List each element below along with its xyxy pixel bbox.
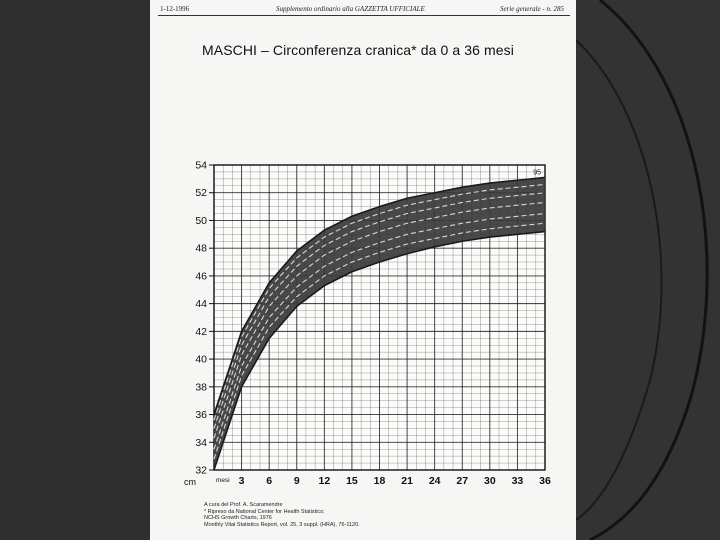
x-tick-label: 18	[373, 475, 386, 487]
y-tick-label: 42	[195, 325, 207, 338]
document-page	[150, 0, 576, 540]
y-tick-label: 50	[195, 214, 207, 227]
x-tick-label: 12	[318, 475, 331, 487]
y-tick-label: 34	[195, 436, 207, 449]
background-shade-left	[0, 0, 150, 540]
x-tick-label: 21	[401, 475, 413, 487]
y-tick-label: 36	[195, 409, 207, 422]
header-publication: Supplemento ordinario alla GAZZETTA UFFICIALE	[276, 5, 425, 13]
chart-title: MASCHI – Circonferenza cranica* da 0 a 36 mesi	[202, 42, 514, 58]
document-footer	[204, 502, 360, 528]
x-tick-label: 24	[428, 475, 441, 487]
background-shade-right	[576, 0, 720, 540]
x-tick-label: 9	[293, 475, 300, 487]
percentile-annotation: 95	[533, 169, 541, 177]
y-tick-label: 46	[195, 270, 207, 283]
footer-line: * Ripreso da National Center for Health Statistics:	[204, 508, 325, 515]
footer-line: A cura del Prof. A. Scaramendre	[204, 502, 283, 508]
footer-line: NCHS Growth Charts, 1976	[204, 515, 272, 522]
y-tick-label: 44	[195, 298, 207, 311]
x-tick-label: 30	[483, 475, 496, 487]
growth-chart	[150, 0, 576, 540]
x-tick-label: 36	[539, 475, 551, 487]
x-tick-label: 27	[456, 475, 469, 487]
header-date: 1-12-1996	[160, 5, 190, 13]
y-tick-label: 52	[195, 187, 207, 200]
y-tick-label: 32	[195, 464, 207, 477]
x-tick-label: 33	[511, 475, 524, 487]
y-tick-label: 48	[195, 242, 207, 255]
y-axis-label: cm	[184, 477, 196, 487]
x-axis-label: mesi	[216, 477, 230, 484]
x-tick-label: 6	[266, 475, 273, 487]
x-tick-label: 3	[238, 475, 245, 487]
y-tick-label: 40	[195, 353, 207, 366]
y-tick-label: 38	[195, 381, 207, 394]
x-tick-label: 15	[346, 475, 358, 487]
header-series: Serie generale - n. 285	[500, 5, 564, 13]
y-tick-label: 54	[195, 159, 207, 172]
footer-line: Monthly Vital Statistics Report, vol. 25, 3 suppl. (HRA), 76-1120.	[204, 521, 360, 528]
